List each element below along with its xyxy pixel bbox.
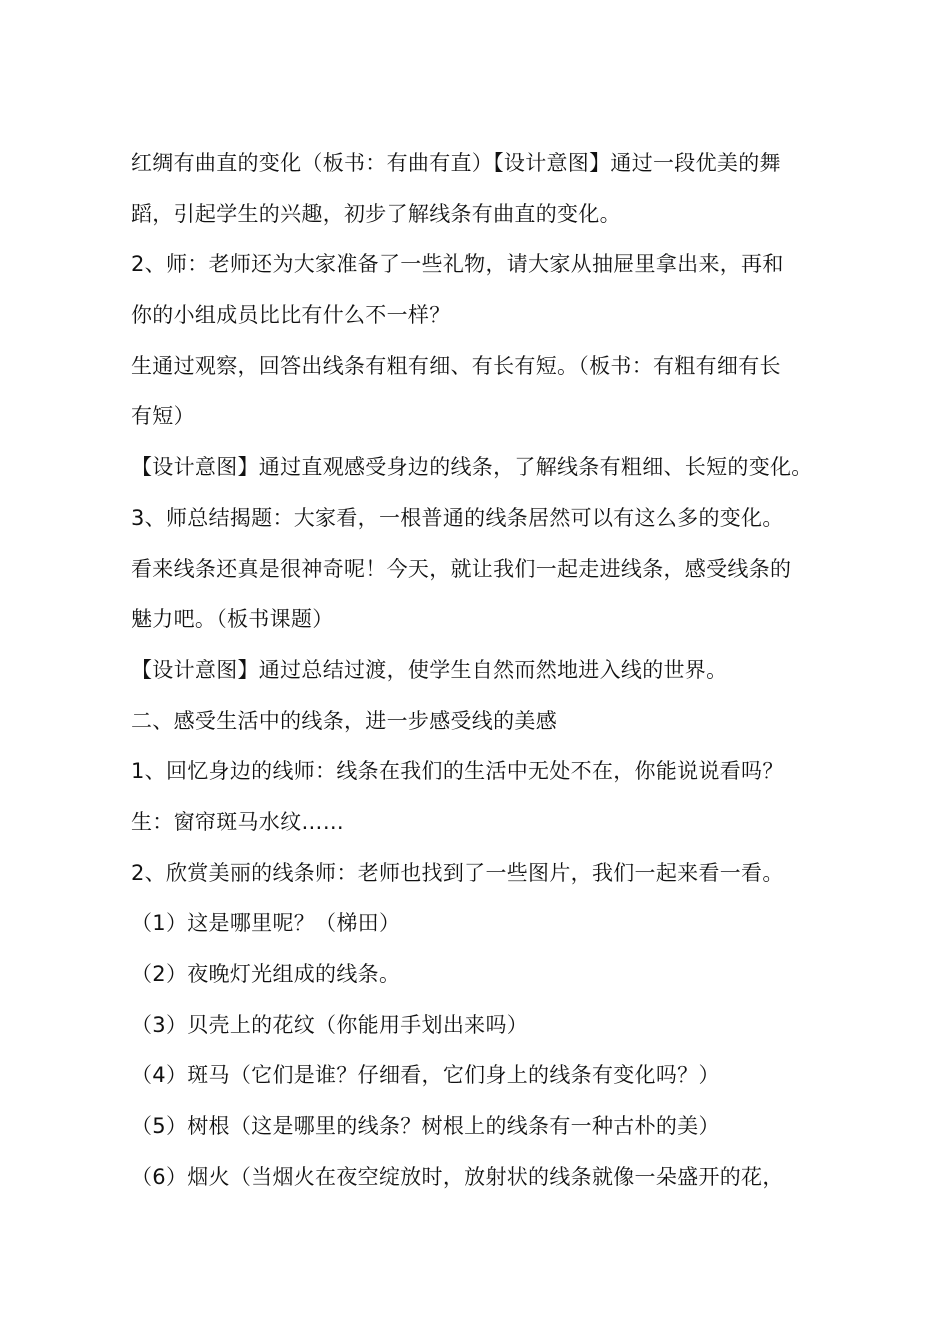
list-item: （5）树根（这是哪里的线条？树根上的线条有一种古朴的美） xyxy=(131,1114,720,1139)
section-heading: 二、感受生活中的线条，进一步感受线的美感 xyxy=(131,708,557,733)
list-item: （2）夜晚灯光组成的线条。 xyxy=(131,962,401,986)
text-line: 生通过观察，回答出线条有粗有细、有长有短。（板书：有粗有细有长 xyxy=(131,353,781,378)
list-item: （1）这是哪里呢？（梯田） xyxy=(131,911,401,936)
text-line: 3、师总结揭题：大家看，一根普通的线条居然可以有这么多的变化。 xyxy=(131,505,784,530)
text-line: 2、师：老师还为大家准备了一些礼物，请大家从抽屉里拿出来，再和 xyxy=(131,252,784,277)
text-line: 1、回忆身边的线师：线条在我们的生活中无处不在，你能说说看吗？ xyxy=(131,759,784,784)
text-line: 你的小组成员比比有什么不一样？ xyxy=(131,303,451,328)
text-line: 魅力吧。（板书课题） xyxy=(131,607,334,632)
text-line: 看来线条还真是很神奇呢！今天，就让我们一起走进线条，感受线条的 xyxy=(131,556,792,581)
list-item: （6）烟火（当烟火在夜空绽放时，放射状的线条就像一朵盛开的花， xyxy=(131,1164,784,1189)
text-line: 蹈，引起学生的兴趣，初步了解线条有曲直的变化。 xyxy=(131,201,621,226)
text-line: 2、欣赏美丽的线条师：老师也找到了一些图片，我们一起来看一看。 xyxy=(131,860,784,885)
document-body xyxy=(131,138,841,1202)
text-line: 有短） xyxy=(131,404,195,429)
list-item: （4）斑马（它们是谁？仔细看，它们身上的线条有变化吗？） xyxy=(131,1063,720,1088)
text-line: 【设计意图】通过直观感受身边的线条，了解线条有粗细、长短的变化。 xyxy=(131,455,813,480)
list-item: （3）贝壳上的花纹（你能用手划出来吗） xyxy=(131,1012,529,1037)
text-line: 红绸有曲直的变化（板书：有曲有直）【设计意图】通过一段优美的舞 xyxy=(131,151,781,175)
text-line: 【设计意图】通过总结过渡，使学生自然而然地进入线的世界。 xyxy=(131,657,728,682)
text-line: 生：窗帘斑马水纹…… xyxy=(131,809,344,834)
